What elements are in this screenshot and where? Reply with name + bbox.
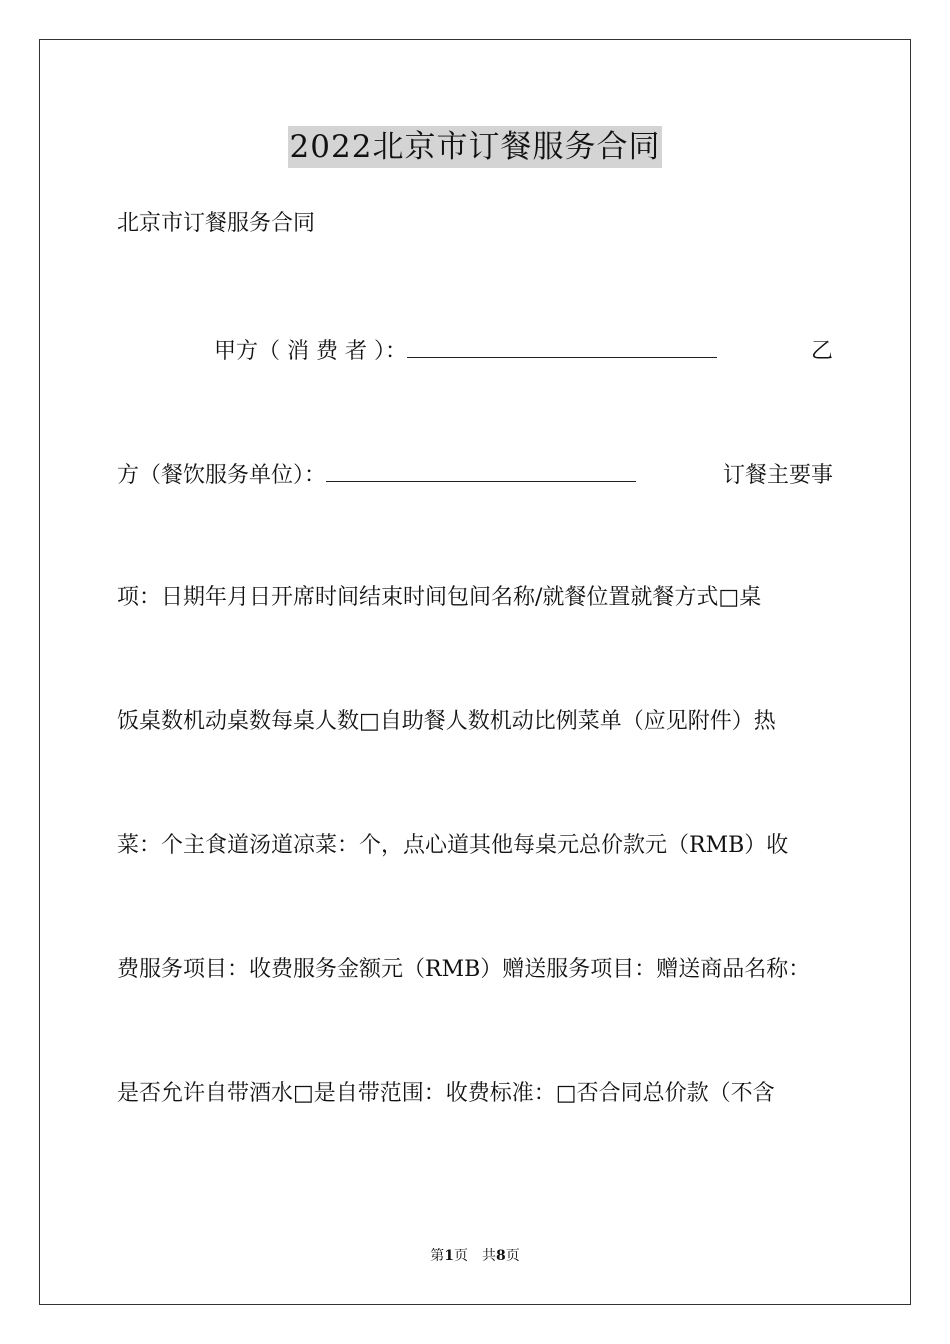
- main-items-label: 订餐主要事: [722, 463, 833, 488]
- party-b-label: 方（餐饮服务单位）：: [117, 463, 327, 488]
- page-total: 8: [496, 1248, 506, 1264]
- party-b-line: [117, 459, 833, 491]
- page-prefix: 第: [430, 1248, 445, 1264]
- party-b-group: [117, 459, 636, 491]
- party-a-line: [117, 335, 833, 367]
- document-title-text: 2022北京市订餐服务合同: [288, 126, 663, 168]
- page-current: 1: [444, 1248, 454, 1264]
- document-title: [0, 126, 950, 168]
- page-unit: 页: [454, 1248, 468, 1264]
- party-b-char: 乙: [810, 339, 833, 364]
- party-b-blank: [326, 459, 636, 482]
- total-prefix: 共: [482, 1248, 496, 1264]
- paragraph-line: 费服务项目：收费服务金额元（RMB）赠送服务项目：赠送商品名称：: [117, 957, 811, 982]
- party-a-blank: [407, 335, 717, 358]
- paragraph-line: 是否允许自带酒水□是自带范围：收费标准：□否合同总价款（不含: [117, 1081, 775, 1106]
- paragraph-line: 饭桌数机动桌数每桌人数□自助餐人数机动比例菜单（应见附件）热: [117, 709, 776, 734]
- total-unit: 页: [505, 1248, 520, 1264]
- party-a-label: 甲方（ 消 费 者 ）：: [214, 339, 407, 364]
- paragraph-line: 项：日期年月日开席时间结束时间包间名称/就餐位置就餐方式□桌: [117, 585, 762, 610]
- document-subtitle: 北京市订餐服务合同: [117, 211, 316, 236]
- paragraph-line: 菜：个主食道汤道凉菜：个，点心道其他每桌元总价款元（RMB）收: [117, 833, 789, 858]
- page-footer: [0, 1247, 950, 1265]
- party-a-group: [117, 335, 717, 367]
